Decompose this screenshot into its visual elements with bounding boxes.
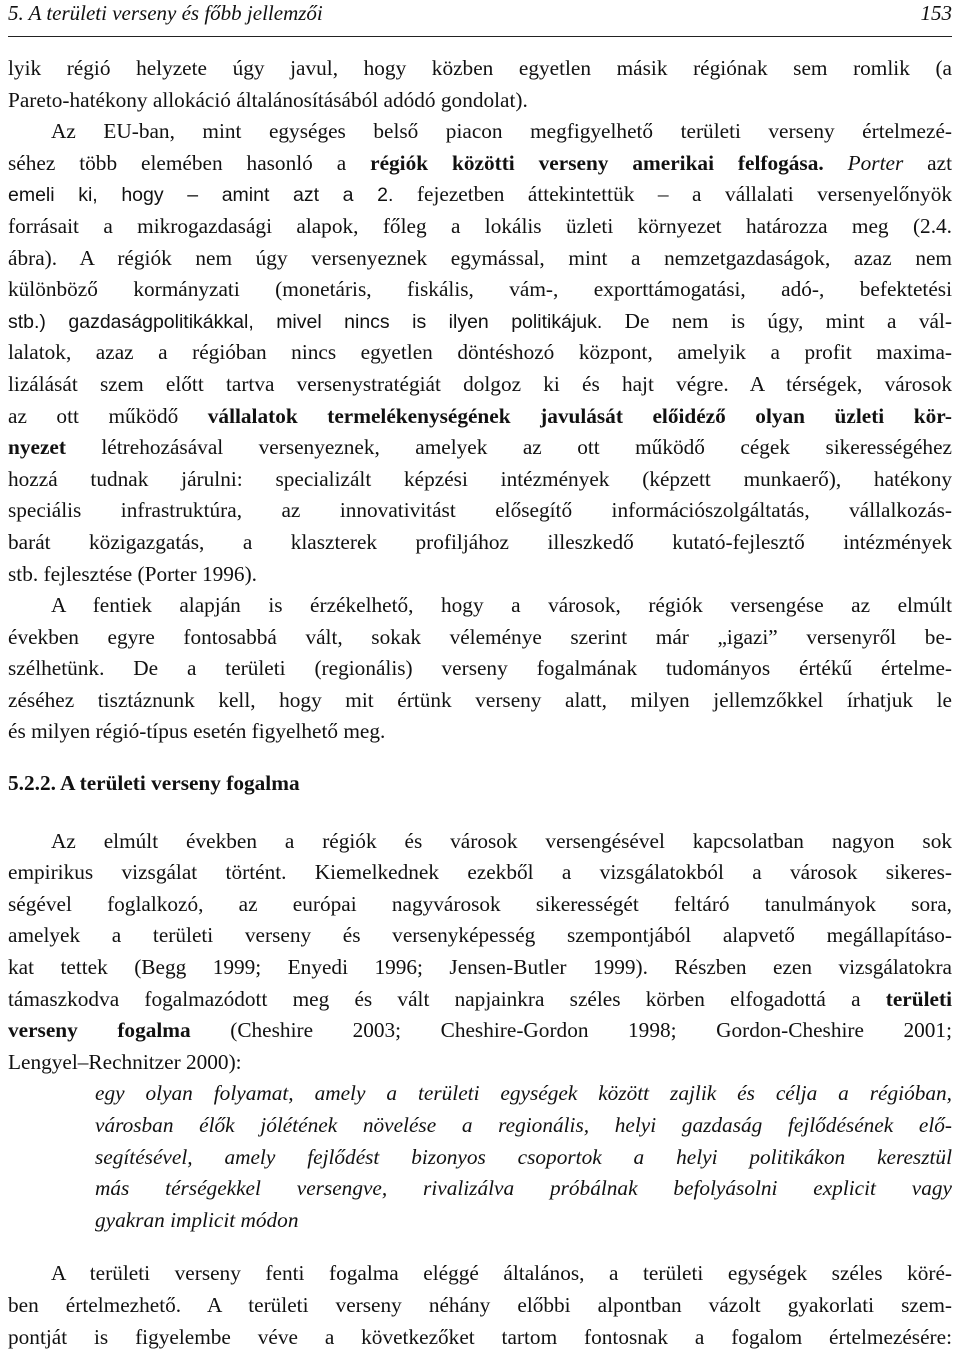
text-line: ségével foglalkozó, az európai nagyvárosok sikerességét feltáró tanulmányok sora,	[8, 891, 952, 916]
text-line: verseny fogalma (Cheshire 2003; Cheshire-Gordon 1998; Gordon-Cheshire 2001;	[8, 1018, 952, 1043]
text-line: Az elmúlt években a régiók és városok versengésével kapcsolatban nagyon sok	[51, 828, 952, 853]
bold-phrase: területi	[885, 986, 952, 1011]
text-line: stb. fejlesztése (Porter 1996).	[8, 561, 257, 586]
text-line: amelyek a területi verseny és versenyképesség szempontjából alapvető megállapításo-	[8, 923, 952, 948]
text-line: empirikus vizsgálat történt. Kiemelkednek ezekből a vizsgálatokból a városok sikeres-	[8, 860, 952, 885]
text-line: A területi verseny fenti fogalma eléggé általános, a területi egységek széles köré-	[51, 1261, 952, 1286]
spacer	[8, 1236, 952, 1258]
text-line: hozzá tudnak járulni: specializált képzési intézmények (képzett munkaerő), hatékony	[8, 466, 952, 491]
text-line: ben értelmezhető. A területi verseny néhány előbbi alpontban vázolt gyakorlati szem-	[8, 1292, 952, 1317]
bold-phrase: verseny fogalma	[8, 1018, 191, 1043]
text-line: lyik régió helyzete úgy javul, hogy közben egyetlen másik régiónak sem romlik (a	[8, 56, 952, 80]
text-line: szélhetünk. De a területi (regionális) verseny fogalmának tudományos értékű értelme-	[8, 656, 952, 681]
paragraph-1	[8, 53, 952, 116]
text-line: stb.) gazdaságpolitikákkal, mivel nincs is ilyen politikájuk. De nem is úgy, mint a vál-	[8, 308, 952, 333]
quote-line: más térségekkel versengve, rivalizálva próbálnak befolyásolni explicit vagy	[95, 1176, 952, 1201]
text-line: kat tettek (Begg 1999; Enyedi 1996; Jensen-Butler 1999). Részben ezen vizsgálatokra	[8, 955, 952, 980]
text-line: az ott működő vállalatok termelékenységének javulását előidéző olyan üzleti kör-	[8, 403, 952, 428]
quote-line: gyakran implicit módon	[95, 1207, 299, 1232]
document-page	[8, 0, 952, 1349]
text-line: nyezet létrehozásával versenyeznek, amelyek az ott működő cégek sikerességéhez	[8, 435, 952, 460]
text-line: zéséhez tisztáznunk kell, hogy mit értünk verseny alatt, milyen jellemzőkkel írhatjuk le	[8, 687, 952, 712]
text-line: pontját is figyelembe véve a következőket tartom fontosnak a fogalom értelmezésére:	[8, 1324, 952, 1349]
paragraph-5	[8, 1258, 952, 1353]
quote-line: városban élők jólétének növelése a regionális, helyi gazdaság fejlődésének elő-	[95, 1113, 952, 1137]
text-line: barát közigazgatás, a klaszterek profiljához illeszkedő kutató-fejlesztő intézmények	[8, 529, 952, 554]
bold-phrase: nyezet	[8, 435, 66, 460]
text-line: emeli ki, hogy – amint azt a 2. fejezetben áttekintettük – a vállalati versenyelőnyök	[8, 182, 952, 207]
definition-quote	[8, 1078, 952, 1236]
text-line: Az EU-ban, mint egységes belső piacon megfigyelhető területi verseny értelmezé-	[51, 119, 952, 144]
spacer	[8, 748, 952, 768]
section-heading: 5.2.2. A területi verseny fogalma	[8, 771, 300, 796]
spacer	[8, 800, 952, 826]
bold-phrase: régiók közötti verseny amerikai felfogása.	[370, 150, 824, 175]
paragraph-4	[8, 826, 952, 1079]
page-number: 153	[920, 1, 952, 25]
text-line: séhez több elemében hasonló a régiók közötti verseny amerikai felfogása. Porter azt	[8, 150, 952, 175]
running-header	[8, 0, 952, 37]
sans-run: emeli ki, hogy – amint azt a 2.	[8, 184, 394, 207]
paragraph-2	[8, 116, 952, 590]
quote-line: egy olyan folyamat, amely a területi egységek között zajlik és célja a régióban,	[95, 1081, 952, 1106]
text-line: lizálását szem előtt tartva versenystratégiát dolgoz ki és hajt végre. A térségek, városok	[8, 371, 952, 396]
quote-line: segítésével, amely fejlődést bizonyos csoportok a helyi politikákon keresztül	[95, 1144, 952, 1169]
text-line: speciális infrastruktúra, az innovativitást elősegítő információszolgáltatás, vállalkozás-	[8, 498, 952, 523]
sans-run: stb.) gazdaságpolitikákkal, mivel nincs is ilyen politikájuk.	[8, 310, 603, 333]
text-line: Pareto-hatékony allokáció általánosításából adódó gondolat).	[8, 87, 528, 112]
text-line: években egyre fontosabbá vált, sokak véleménye szerint már „igazi” versenyről be-	[8, 624, 952, 649]
text-line: és milyen régió-típus esetén figyelhető meg.	[8, 719, 386, 744]
bold-phrase: vállalatok termelékenységének javulását előidéző olyan üzleti kör-	[207, 403, 952, 428]
text-line: támaszkodva fogalmazódott meg és vált napjainkra széles körben elfogadottá a területi	[8, 986, 952, 1011]
text-line: forrásait a mikrogazdasági alapok, főleg a lokális üzleti környezet határozza meg (2.4.	[8, 213, 952, 238]
chapter-title: 5. A területi verseny és főbb jellemzői	[8, 1, 323, 25]
paragraph-3	[8, 590, 952, 748]
italic-name: Porter	[847, 150, 904, 175]
text-line: különböző kormányzati (monetáris, fiskális, vám-, exporttámogatási, adó-, befektetési	[8, 277, 952, 302]
text-line: A fentiek alapján is érzékelhető, hogy a városok, régiók versengése az elmúlt	[51, 593, 952, 618]
text-line: Lengyel–Rechnitzer 2000):	[8, 1049, 242, 1074]
text-line: ábra). A régiók nem úgy versenyeznek egymással, mint a nemzetgazdaságok, azaz nem	[8, 245, 952, 270]
page-body	[8, 53, 952, 1353]
text-line: lalatok, azaz a régióban nincs egyetlen döntéshozó központ, amelyik a profit maxima-	[8, 340, 952, 365]
